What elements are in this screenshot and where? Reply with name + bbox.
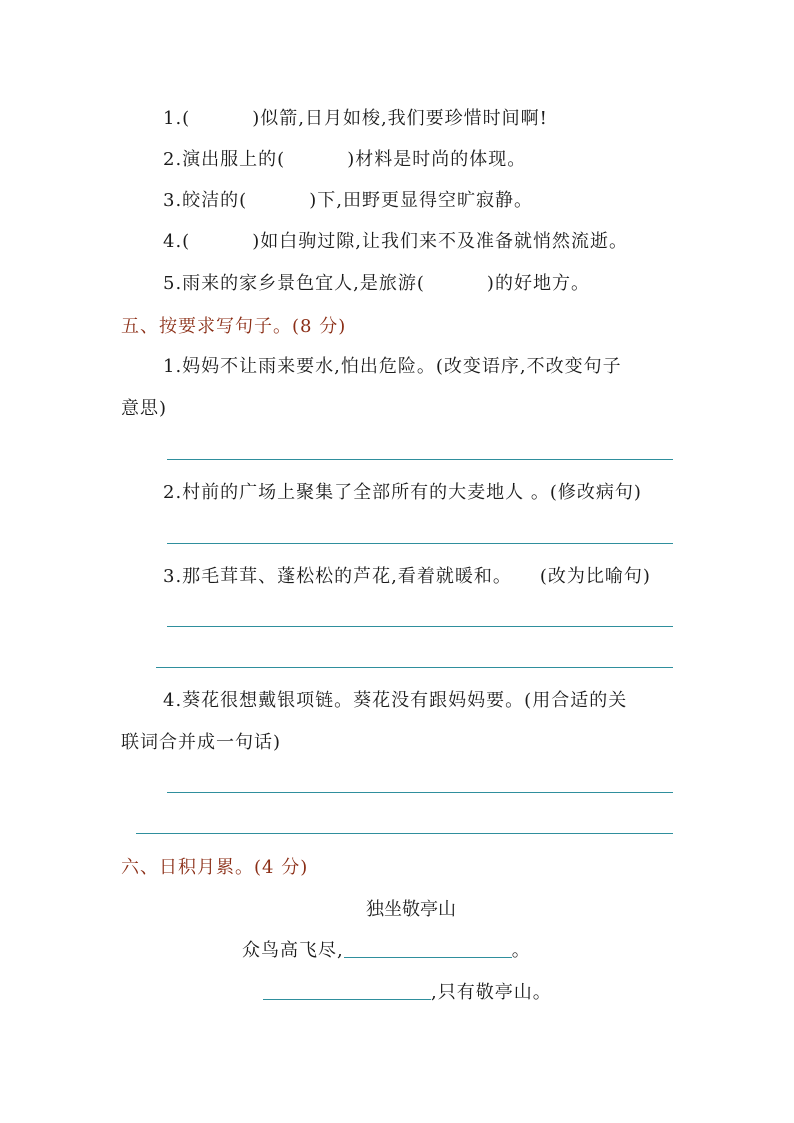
answer-line[interactable]	[167, 459, 673, 460]
fill-item-2-prefix: 2.演出服上的(	[163, 149, 286, 170]
poem-blank[interactable]	[263, 981, 431, 1000]
poem-line-2	[263, 981, 552, 1005]
fill-item-4	[163, 230, 628, 254]
poem-line-1	[242, 939, 531, 963]
question-1-line-1: 1.妈妈不让雨来要水,怕出危险。(改变语序,不改变句子	[163, 356, 622, 377]
question-2: 2.村前的广场上聚集了全部所有的大麦地人 。(修改病句)	[163, 482, 642, 503]
fill-item-5	[163, 272, 590, 296]
poem-blank[interactable]	[344, 939, 512, 958]
poem-title: 独坐敬亭山	[366, 899, 456, 920]
question-3-requirement: (改为比喻句)	[539, 566, 651, 587]
fill-item-1-suffix: )似箭,日月如梭,我们要珍惜时间啊!	[252, 108, 548, 129]
answer-line[interactable]	[156, 667, 673, 668]
question-1-line-2: 意思)	[121, 398, 168, 419]
fill-item-2	[163, 148, 526, 172]
poem-line-2-text: ,只有敬亭山。	[431, 982, 552, 1003]
fill-item-4-prefix: 4.(	[163, 231, 191, 252]
fill-item-3-prefix: 3.皎洁的(	[163, 190, 248, 211]
section-6-heading: 六、日积月累。(4 分)	[121, 857, 309, 878]
section-5-heading: 五、按要求写句子。(8 分)	[121, 316, 347, 337]
fill-item-3	[163, 189, 533, 213]
answer-line[interactable]	[136, 833, 673, 834]
fill-item-5-prefix: 5.雨来的家乡景色宜人,是旅游(	[163, 273, 425, 294]
question-3-text: 3.那毛茸茸、蓬松松的芦花,看着就暖和。	[163, 566, 512, 587]
fill-item-5-suffix: )的好地方。	[486, 273, 590, 294]
question-3	[163, 565, 651, 589]
fill-item-1	[163, 107, 548, 131]
answer-line[interactable]	[167, 543, 673, 544]
poem-line-1-end: 。	[511, 940, 531, 961]
fill-item-3-suffix: )下,田野更显得空旷寂静。	[309, 190, 533, 211]
fill-item-1-prefix: 1.(	[163, 108, 191, 129]
answer-line[interactable]	[167, 792, 673, 793]
question-4-line-2: 联词合并成一句话)	[121, 732, 282, 753]
poem-line-1-text: 众鸟高飞尽,	[242, 940, 344, 961]
question-4-line-1: 4.葵花很想戴银项链。葵花没有跟妈妈要。(用合适的关	[163, 690, 628, 711]
fill-item-4-suffix: )如白驹过隙,让我们来不及准备就悄然流逝。	[252, 231, 628, 252]
answer-line[interactable]	[167, 626, 673, 627]
fill-item-2-suffix: )材料是时尚的体现。	[347, 149, 527, 170]
